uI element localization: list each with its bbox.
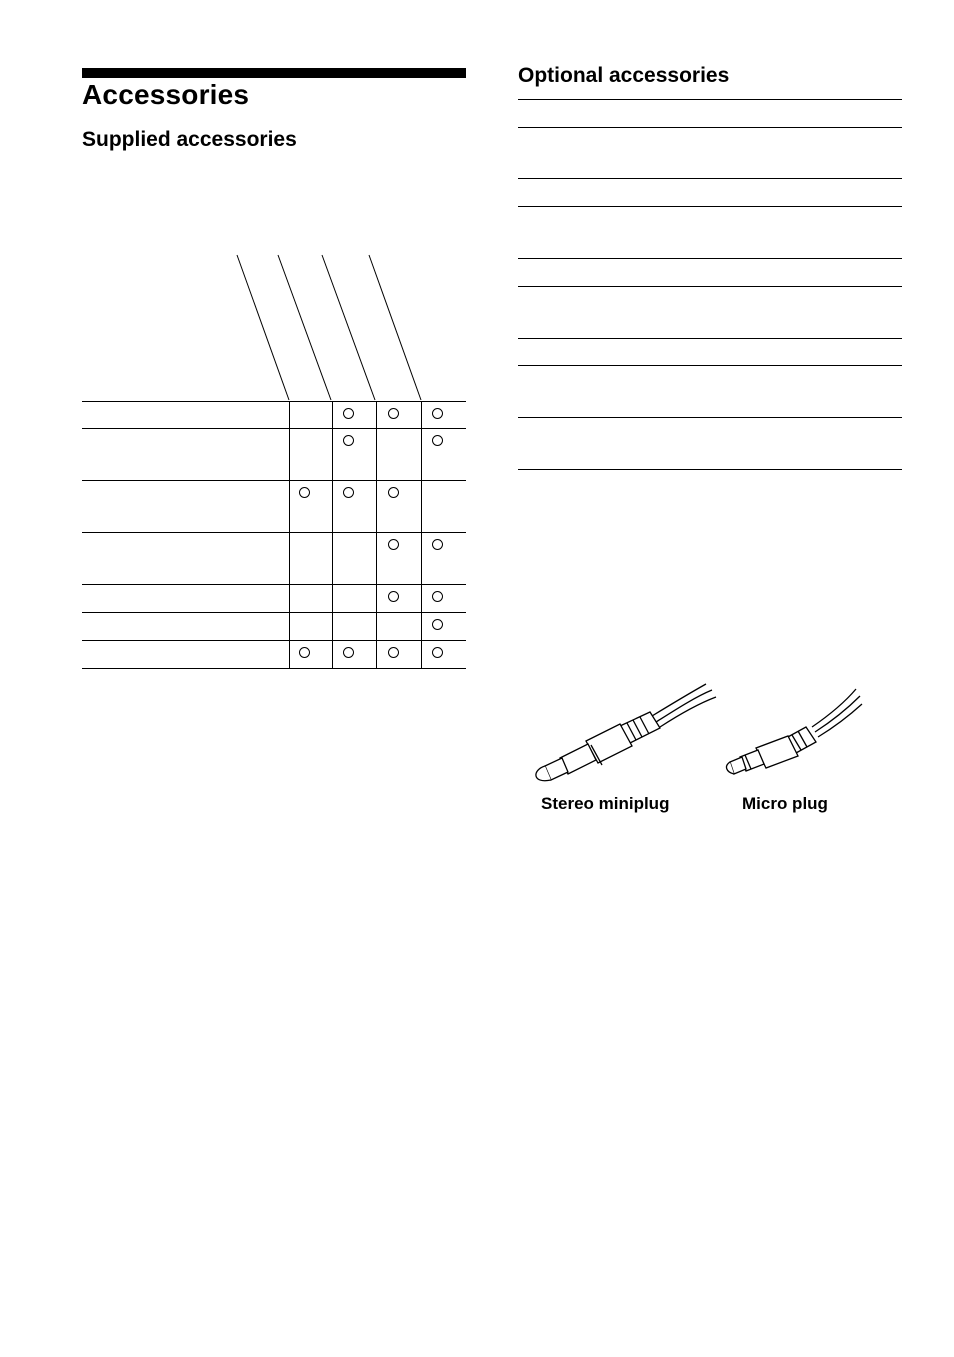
supplied-accessories-heading: Supplied accessories	[82, 128, 297, 151]
optional-accessories-heading: Optional accessories	[518, 64, 730, 87]
page-title: Accessories	[82, 79, 250, 110]
stereo-miniplug-label: Stereo miniplug	[541, 794, 670, 813]
micro-plug-label: Micro plug	[742, 794, 828, 813]
stereo-miniplug-illustration	[536, 684, 716, 781]
micro-plug-illustration	[727, 689, 862, 774]
